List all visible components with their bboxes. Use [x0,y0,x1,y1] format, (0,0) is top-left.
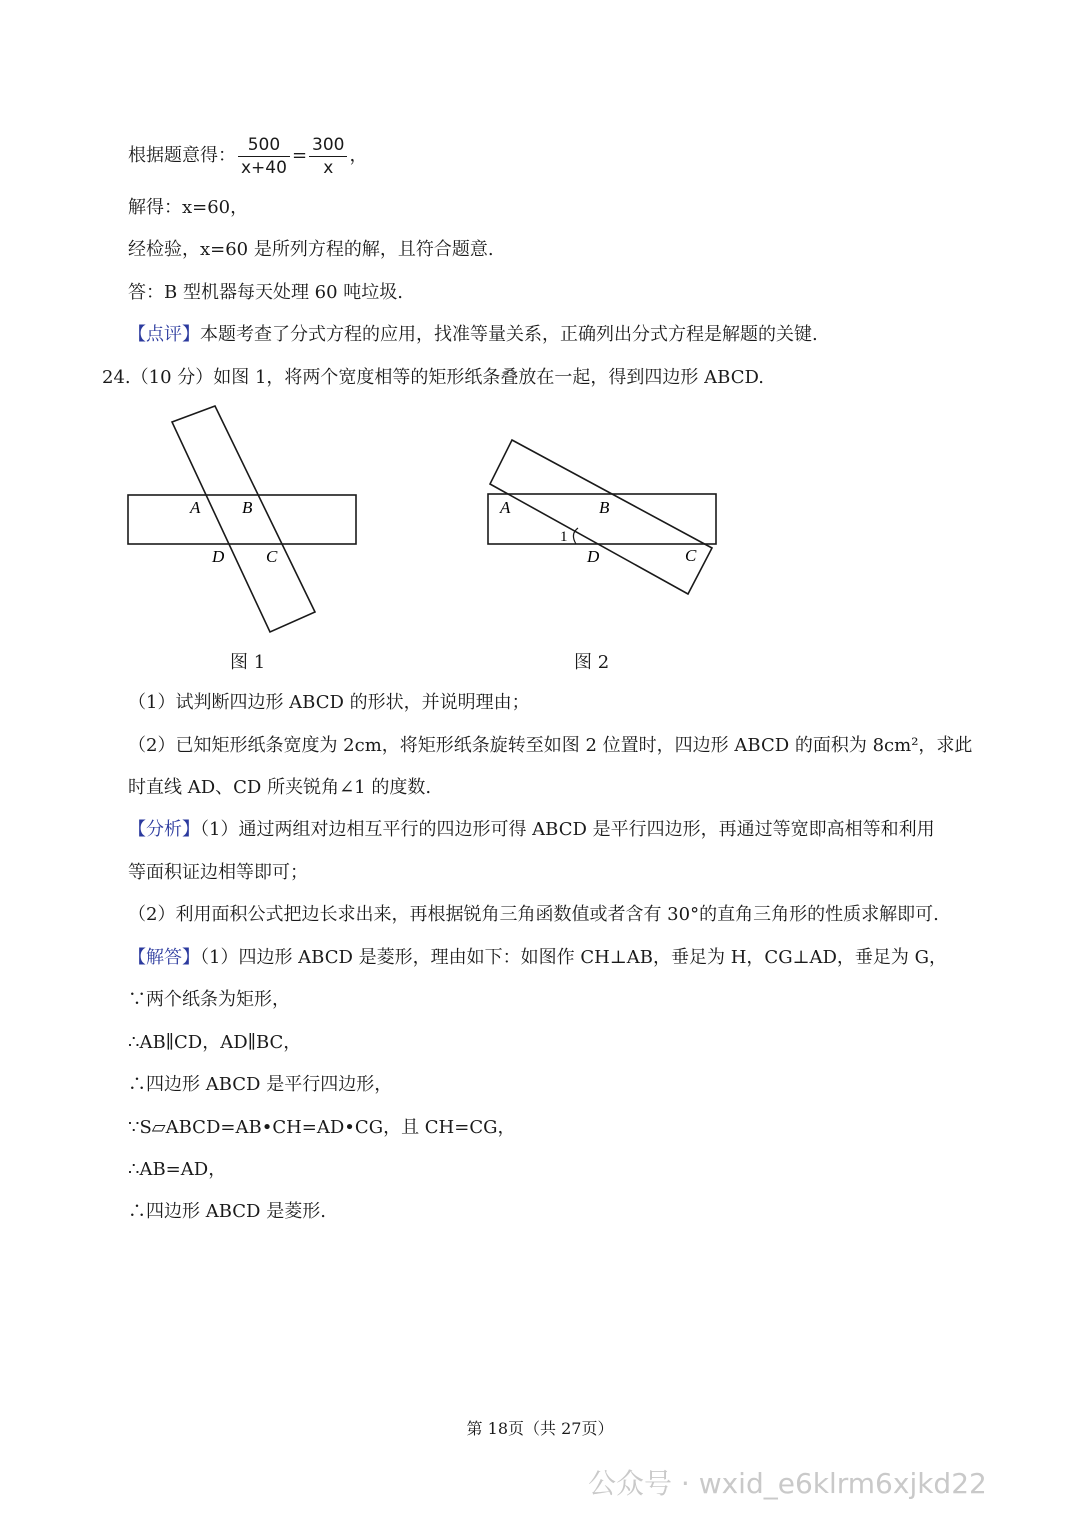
label-C: C [685,546,697,565]
analysis-line-2: 等面积证边相等即可； [128,862,308,883]
analysis-tag: 【分析】 [128,819,200,840]
figure-1 [120,400,370,640]
answer-line: 答：B 型机器每天处理 60 吨垃圾. [128,282,404,303]
label-C: C [266,547,278,566]
solution-line-2: ∵两个纸条为矩形， [128,989,290,1010]
label-B: B [242,498,253,517]
analysis-line-1: 【分析】（1）通过两组对边相互平行的四边形可得 ABCD 是平行四边形，再通过等宽即高相等和利用 [128,819,935,840]
question-24: 24.（10 分）如图 1，将两个宽度相等的矩形纸条叠放在一起，得到四边形 ABCD. [102,367,764,388]
watermark: 公众号 · wxid_e6klrm6xjkd22 [588,1467,987,1500]
review-line: 【点评】本题考查了分式方程的应用，找准等量关系，正确列出分式方程是解题的关键. [128,324,818,345]
solution-line-3: ∴AB∥CD，AD∥BC， [128,1032,302,1053]
label-A: A [500,498,511,517]
question-part-1: （1）试判断四边形 ABCD 的形状，并说明理由； [128,692,530,713]
figure-1-caption: 图 1 [230,652,266,673]
page-footer: 第 18页（共 27页） [466,1419,614,1438]
label-B: B [599,498,610,517]
label-D: D [587,547,600,566]
equation-line: 根据题意得： $\frac{500}{x+40}$ = $\frac{300}{x}$ ， [128,134,368,178]
equals-sign: = [291,145,308,166]
solution-line-7: ∴四边形 ABCD 是菱形. [128,1201,326,1222]
fraction-right: $\frac{300}{x}$ [309,134,347,179]
label-angle-1: 1 [560,529,568,545]
equation-prefix: 根据题意得： [128,145,236,166]
tilted-strip [490,440,712,594]
solution-tag: 【解答】 [128,947,200,968]
solution-line-4: ∴四边形 ABCD 是平行四边形， [128,1074,393,1095]
analysis-line-3: （2）利用面积公式把边长求出来，再根据锐角三角函数值或者含有 30°的直角三角形的性质求解即可. [128,904,939,925]
question-part-2a: （2）已知矩形纸条宽度为 2cm，将矩形纸条旋转至如图 2 位置时，四边形 ABCD 的面积为 8cm²，求此 [128,735,973,756]
solution-line-1: 【解答】（1）四边形 ABCD 是菱形，理由如下：如图作 CH⊥AB，垂足为 H，CG⊥AD，垂足为 G， [128,947,948,968]
figure-2-caption: 图 2 [574,652,610,673]
figure-2 [480,430,730,605]
tilted-strip [172,406,315,632]
solution-line: 解得：x=60， [128,197,249,218]
solution-line-5: ∵S▱ABCD=AB•CH=AD•CG，且 CH=CG， [128,1117,516,1138]
question-part-2b: 时直线 AD、CD 所夹锐角∠1 的度数. [128,777,432,798]
label-A: A [190,498,201,517]
review-tag: 【点评】 [128,324,200,345]
fraction-left: $\frac{500}{x+40}$ [238,134,290,179]
solution-line-6: ∴AB=AD， [128,1159,227,1180]
label-D: D [212,547,225,566]
check-line: 经检验，x=60 是所列方程的解，且符合题意. [128,239,494,260]
